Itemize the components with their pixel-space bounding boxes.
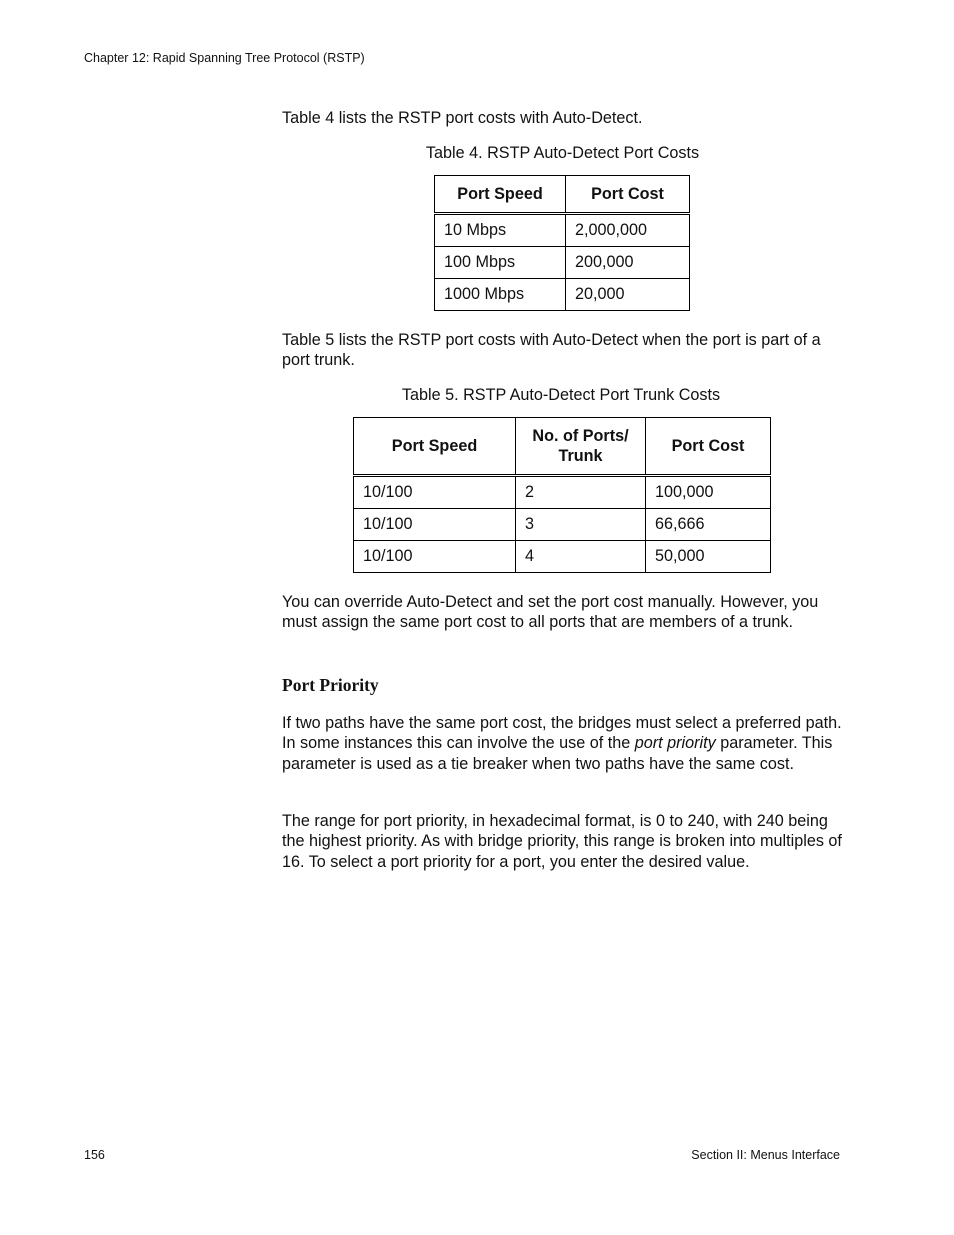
table5-header-port-speed: Port Speed bbox=[354, 418, 516, 476]
table5-header-port-cost: Port Cost bbox=[646, 418, 771, 476]
table-cell: 100 Mbps bbox=[435, 247, 566, 279]
page-number: 156 bbox=[84, 1148, 105, 1162]
table4-header-port-speed: Port Speed bbox=[435, 176, 566, 214]
table-cell: 2,000,000 bbox=[566, 214, 690, 247]
table-cell: 10/100 bbox=[354, 476, 516, 509]
table4-intro: Table 4 lists the RSTP port costs with Auto-Detect. bbox=[282, 109, 643, 127]
table5-intro: Table 5 lists the RSTP port costs with Auto-Detect when the port is part of a port trunk. bbox=[282, 331, 821, 370]
table-cell: 100,000 bbox=[646, 476, 771, 509]
table5-caption: Table 5. RSTP Auto-Detect Port Trunk Costs bbox=[401, 386, 721, 404]
table-cell: 50,000 bbox=[646, 541, 771, 573]
table-cell: 20,000 bbox=[566, 279, 690, 311]
footer-section: Section II: Menus Interface bbox=[691, 1148, 840, 1162]
p1-italic-term: port priority bbox=[634, 734, 716, 753]
table-row bbox=[435, 247, 690, 279]
table-cell: 1000 Mbps bbox=[435, 279, 566, 311]
table5-header-ports-trunk: No. of Ports/ Trunk bbox=[516, 418, 646, 476]
table-row bbox=[435, 214, 690, 247]
table-cell: 3 bbox=[516, 509, 646, 541]
table5 bbox=[353, 417, 771, 573]
table-cell: 4 bbox=[516, 541, 646, 573]
table-cell: 200,000 bbox=[566, 247, 690, 279]
table4-caption: Table 4. RSTP Auto-Detect Port Costs bbox=[425, 144, 700, 162]
table-cell: 66,666 bbox=[646, 509, 771, 541]
table4-header-port-cost: Port Cost bbox=[566, 176, 690, 214]
table-cell: 10/100 bbox=[354, 541, 516, 573]
table-cell: 10 Mbps bbox=[435, 214, 566, 247]
port-priority-paragraph-1 bbox=[282, 713, 844, 774]
table-cell: 2 bbox=[516, 476, 646, 509]
override-paragraph: You can override Auto-Detect and set the port cost manually. However, you must assign the same port cost to all ports that are members of a trunk. bbox=[282, 593, 819, 632]
table-row bbox=[354, 509, 771, 541]
table-cell: 10/100 bbox=[354, 509, 516, 541]
table4 bbox=[434, 175, 690, 311]
p1-text-start: If two paths have the same port cost, the bridges must select a preferred path. In some instances this can involve the use of the bbox=[282, 714, 842, 753]
table-row bbox=[354, 541, 771, 573]
section-heading: Port Priority bbox=[282, 675, 379, 695]
running-header: Chapter 12: Rapid Spanning Tree Protocol (RSTP) bbox=[84, 51, 365, 65]
p1-text-end: parameter. This parameter is used as a tie breaker when two paths have the same cost. bbox=[282, 734, 833, 773]
port-priority-paragraph-2: The range for port priority, in hexadecimal format, is 0 to 240, with 240 being the highest priority. As with bridge priority, this range is broken into multiples of 16. To select a port priority for a port, you enter the desired value. bbox=[282, 812, 842, 871]
table-row bbox=[435, 279, 690, 311]
table-row bbox=[354, 476, 771, 509]
